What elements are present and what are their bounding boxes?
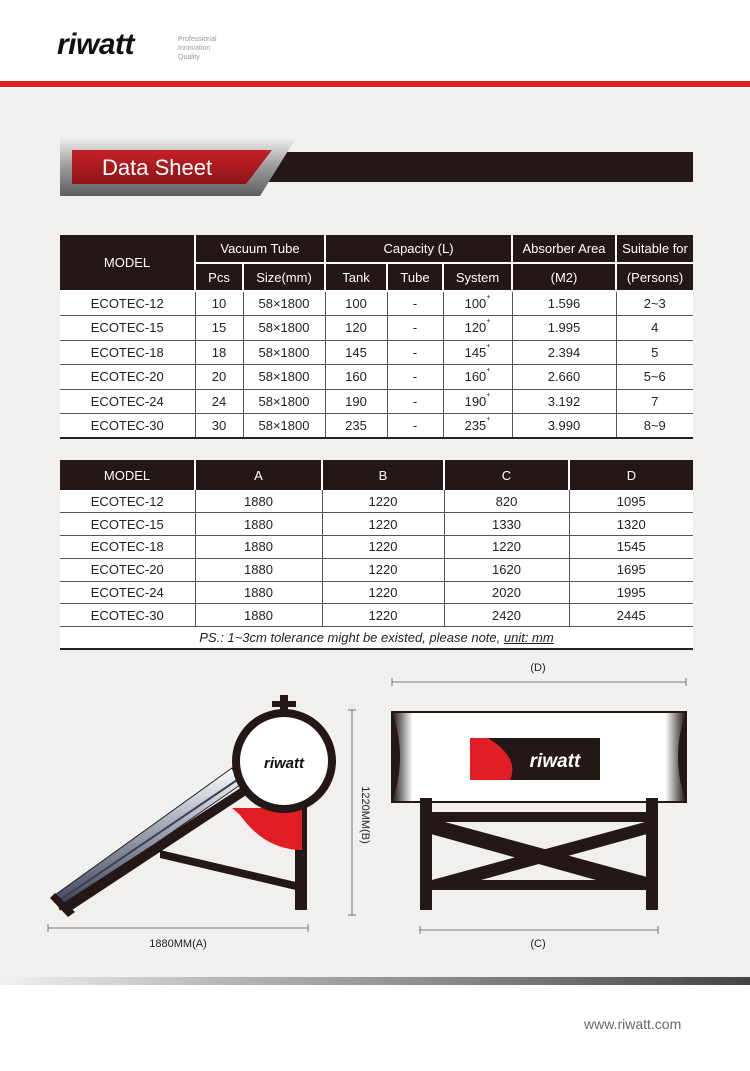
cell-tank: 160 [325,365,387,390]
cell-model: ECOTEC-24 [60,389,195,414]
system-value: 160 [464,369,487,385]
col-persons: (Persons) [616,263,693,291]
table-row [60,316,693,341]
cell-a: 1880 [195,513,322,536]
col-tank: Tank [325,263,387,291]
cell-model: ECOTEC-30 [60,604,195,627]
col-capacity: Capacity (L) [325,235,512,263]
table-row [60,490,693,513]
table-row [60,414,693,439]
cell-area: 1.995 [512,316,616,341]
cell-pcs: 20 [195,365,243,390]
col-c: C [444,460,569,490]
cell-model: ECOTEC-12 [60,291,195,316]
front-view-drawing [392,662,686,950]
plus-mark: + [486,416,491,423]
cell-system [443,414,512,439]
cell-a: 1880 [195,558,322,581]
cell-b: 1220 [322,490,444,513]
col-a: A [195,460,322,490]
spec-header-row [60,235,693,263]
table-row [60,604,693,627]
cell-model: ECOTEC-30 [60,414,195,439]
cell-tube: - [387,414,443,439]
tank-logo: riwatt [263,755,305,772]
cell-area: 1.596 [512,291,616,316]
table-row [60,536,693,559]
table-row [60,291,693,316]
cell-a: 1880 [195,581,322,604]
website-link[interactable]: www.riwatt.com [584,1016,682,1032]
cell-a: 1880 [195,490,322,513]
cell-c: 1330 [444,513,569,536]
system-value: 235 [464,418,487,433]
cell-system [443,316,512,341]
cell-size: 58×1800 [243,389,325,414]
cell-b: 1220 [322,581,444,604]
cell-model: ECOTEC-24 [60,581,195,604]
note-text: PS.: 1~3cm tolerance might be existed, please note, [199,630,504,646]
table-row [60,558,693,581]
cell-persons: 4 [616,316,693,341]
cell-model: ECOTEC-15 [60,513,195,536]
cell-d: 1545 [569,536,693,559]
cell-tube: - [387,389,443,414]
cell-tube: - [387,340,443,365]
footer-rule [0,977,750,985]
cell-tank: 235 [325,414,387,439]
cell-tank: 190 [325,389,387,414]
col-pcs: Pcs [195,263,243,291]
cell-model: ECOTEC-18 [60,536,195,559]
dim-label-c: (C) [530,938,546,950]
col-absorber-area: Absorber Area [512,235,616,263]
cell-persons: 7 [616,389,693,414]
cell-tube: - [387,365,443,390]
cell-tube: - [387,316,443,341]
table-row [60,340,693,365]
brand-tagline [178,35,217,62]
system-value: 100 [464,296,487,311]
tagline-line: Quality [178,54,200,61]
system-value: 145 [464,344,487,360]
cell-d: 2445 [569,604,693,627]
cell-c: 820 [444,490,569,513]
cell-pcs: 24 [195,389,243,414]
table-row [60,581,693,604]
cell-area: 3.990 [512,414,616,439]
cell-area: 3.192 [512,389,616,414]
col-suitable-for: Suitable for [616,235,693,263]
cell-b: 1220 [322,558,444,581]
dimension-table [60,460,693,650]
system-value: 190 [464,393,487,409]
banner-logo: riwatt [529,751,581,772]
cell-pcs: 30 [195,414,243,439]
header-rule [0,81,750,87]
col-model: MODEL [60,460,195,490]
cell-persons: 8~9 [616,414,693,439]
plus-mark: + [486,342,491,350]
col-size: Size(mm) [243,263,325,291]
cell-size: 58×1800 [243,414,325,439]
table-row [60,365,693,390]
cell-model: ECOTEC-15 [60,316,195,341]
plus-mark: + [486,367,491,375]
cell-d: 1995 [569,581,693,604]
col-vacuum-tube: Vacuum Tube [195,235,325,263]
cell-c: 2420 [444,604,569,627]
cell-a: 1880 [195,604,322,627]
col-system: System [443,263,512,291]
cell-model: ECOTEC-20 [60,558,195,581]
cell-model: ECOTEC-20 [60,365,195,390]
cell-system [443,291,512,316]
cell-tank: 120 [325,316,387,341]
section-title: Data Sheet [102,155,213,180]
product-drawings [0,650,750,970]
cell-model: ECOTEC-18 [60,340,195,365]
col-tube: Tube [387,263,443,291]
cell-c: 1620 [444,558,569,581]
cell-a: 1880 [195,536,322,559]
cell-pcs: 10 [195,291,243,316]
tagline-line: Professional [178,36,217,43]
cell-system [443,389,512,414]
cell-size: 58×1800 [243,291,325,316]
dim-label-a: 1880MM(A) [149,938,207,950]
table-row [60,513,693,536]
cell-system [443,340,512,365]
brand-logo[interactable]: riwatt [57,28,135,61]
col-d: D [569,460,693,490]
cell-area: 2.660 [512,365,616,390]
cell-tank: 100 [325,291,387,316]
dim-header-row [60,460,693,490]
cell-b: 1220 [322,536,444,559]
cell-tank: 145 [325,340,387,365]
cell-pcs: 18 [195,340,243,365]
cell-b: 1220 [322,513,444,536]
col-b: B [322,460,444,490]
cell-persons: 5 [616,340,693,365]
cell-d: 1695 [569,558,693,581]
cell-d: 1095 [569,490,693,513]
col-m2: (M2) [512,263,616,291]
cell-model: ECOTEC-12 [60,490,195,513]
col-model: MODEL [60,235,195,291]
cell-size: 58×1800 [243,365,325,390]
plus-mark: + [486,294,491,301]
dim-label-d: (D) [530,662,546,674]
note-unit: unit: mm [503,630,554,646]
cell-c: 1220 [444,536,569,559]
cell-d: 1320 [569,513,693,536]
cell-persons: 2~3 [616,291,693,316]
cell-size: 58×1800 [243,340,325,365]
tolerance-note [60,627,693,649]
cell-persons: 5~6 [616,365,693,390]
cell-c: 2020 [444,581,569,604]
plus-mark: + [486,318,491,326]
cell-tube: - [387,291,443,316]
tolerance-note-row [60,627,693,649]
cell-system [443,365,512,390]
cell-area: 2.394 [512,340,616,365]
cell-pcs: 15 [195,316,243,341]
plus-mark: + [486,391,491,399]
cell-b: 1220 [322,604,444,627]
spec-table [60,235,693,439]
cell-size: 58×1800 [243,316,325,341]
system-value: 120 [464,320,487,336]
tagline-line: Innovation [178,45,211,52]
side-view-drawing [48,695,371,950]
dim-label-b: 1220MM(B) [359,786,371,844]
table-row [60,389,693,414]
